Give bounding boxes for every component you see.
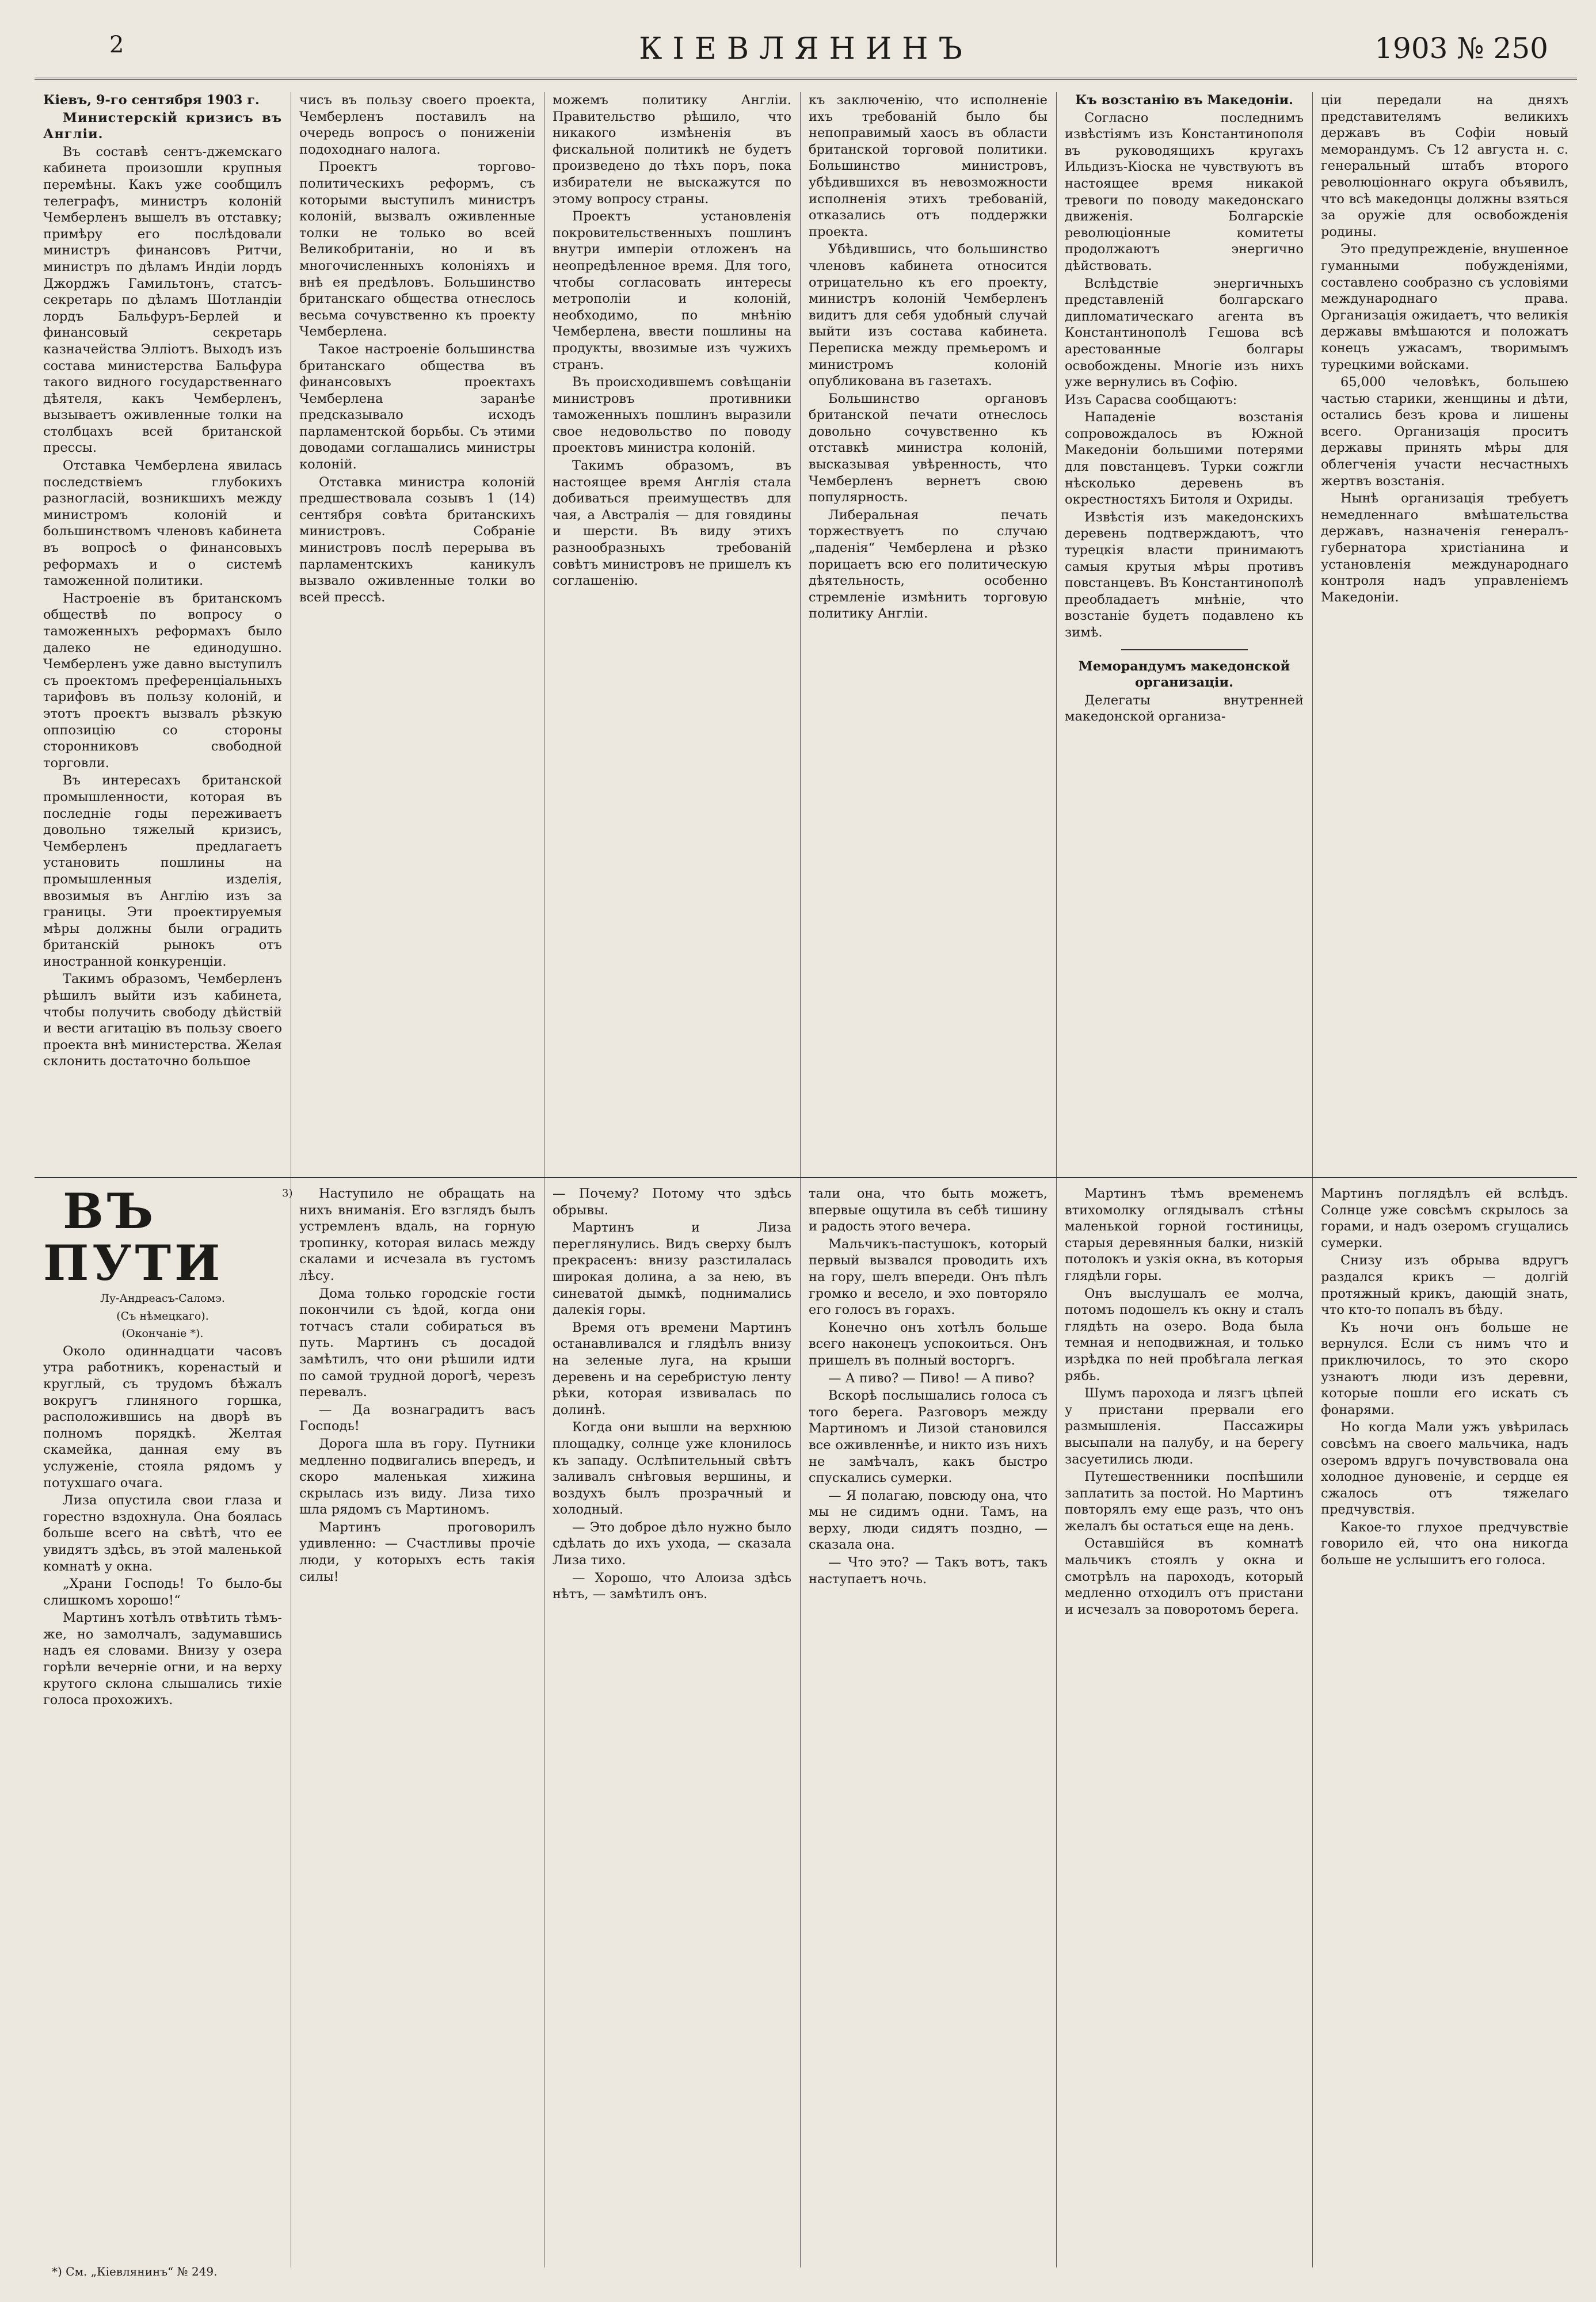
paragraph: Такое настроеніе большинства британскаго общества въ финансовыхъ проектахъ Чемберлена заранѣе предсказывало исходъ парламентской борьбы. Съ этими доводами соглашались министры колоній.: [299, 341, 535, 472]
paragraph: Онъ выслушалъ ее молча, потомъ подошелъ къ окну и сталъ глядѣть на озеро. Вода была темная и неподвижная, и только изрѣдка по ней пробѣгала легкая рябь.: [1065, 1286, 1304, 1384]
column-rule: [800, 92, 801, 2267]
column-6-upper: [1321, 92, 1568, 1168]
paragraph: Оставшійся въ комнатѣ мальчикъ стоялъ у окна и смотрѣлъ на пароходъ, который медленно отходилъ отъ пристани и исчезалъ за поворотомъ берега.: [1065, 1536, 1304, 1617]
paragraph: тали она, что быть можетъ, впервые ощутила въ себѣ тишину и радость этого вечера.: [809, 1186, 1048, 1234]
paragraph: Шумъ парохода и лязгъ цѣпей у пристани прервали его размышленія. Пассажиры высыпали на палубу, и на берегу засуетились люди.: [1065, 1386, 1304, 1467]
column-3-feuilleton: [553, 1186, 791, 2256]
headline-macedonia: Къ возстанію въ Македоніи.: [1075, 93, 1294, 108]
dispatch-line: Изъ Сарасва сообщаютъ:: [1065, 392, 1237, 407]
paragraph: Проектъ торгово-политическихъ реформъ, съ которыми выступилъ министръ колоній, вызвалъ оживленные толки не только во всей Великобританіи, но и въ многочисленныхъ колоніяхъ и внѣ ея предѣловъ. Большинство британскаго общества отнеслось весьма сочувственно къ проекту Чемберлена.: [299, 159, 535, 340]
paragraph: — А пиво? — Пиво! — А пиво?: [828, 1370, 1035, 1386]
paragraph: Дома только городскіе гости покончили съ ѣдой, когда они тотчасъ стали собираться въ путь. Мартинъ съ досадой замѣтилъ, что они рѣшили идти по самой трудной дорогѣ, черезъ перевалъ.: [299, 1286, 535, 1400]
paragraph: „Храни Господь! То было-бы слишкомъ хорошо!“: [43, 1576, 282, 1608]
paragraph: Согласно последнимъ извѣстіямъ изъ Константинополя въ руководящихъ кругахъ Ильдизъ-Кіоска не чувствуютъ въ настоящее время никакой тревоги по поводу македонскаго движенія. Болгарскіе революціонные комитеты продолжаютъ энергично дѣйствовать.: [1065, 110, 1304, 273]
paragraph: Наступило не обращать на нихъ вниманія. Его взглядъ былъ устремленъ вдаль, на горную тропинку, которая вилась между скалами и исчезала въ густомъ лѣсу.: [299, 1186, 535, 1283]
column-1-feuilleton: [43, 1186, 282, 2256]
paragraph: Лиза опустила свои глаза и горестно вздохнула. Она боялась больше всего на свѣтѣ, что ее увидятъ здѣсь, въ этой маленькой комнатѣ у окна.: [43, 1493, 282, 1574]
paragraph: — Это доброе дѣло нужно было сдѣлать до ихъ ухода, — сказала Лиза тихо.: [553, 1519, 791, 1568]
paragraph: Мартинъ проговорилъ удивленно: — Счастливы прочіе люди, у которыхъ есть такія силы!: [299, 1519, 535, 1584]
paragraph: — Да вознаградитъ васъ Господь!: [299, 1402, 535, 1434]
column-4-feuilleton: [809, 1186, 1048, 2256]
column-3-upper: [553, 92, 791, 1168]
column-5-upper: [1065, 92, 1304, 1168]
paragraph: Путешественники поспѣшили заплатить за постой. Но Мартинъ повторялъ ему еще разъ, что онъ желалъ бы остаться еще на день.: [1065, 1469, 1304, 1534]
column-1-upper: [43, 92, 282, 1168]
paragraph: Мартинъ тѣмъ временемъ втихомолку оглядывалъ стѣны маленькой горной гостиницы, старыя деревянныя балки, низкій потолокъ и узкія окна, въ которыя глядѣли горы.: [1065, 1186, 1304, 1283]
feuilleton-number: 3): [282, 1187, 293, 1199]
paragraph: Время отъ времени Мартинъ останавливался и глядѣлъ внизу на зеленые луга, на крыши деревень и на серебристую ленту рѣки, которая извивалась по долинѣ.: [553, 1320, 791, 1417]
header-rule: [35, 78, 1577, 80]
headline-memorandum: Меморандумъ македонской организаціи.: [1078, 658, 1290, 691]
paragraph: Когда они вышли на верхнюю площадку, солнце уже клонилось къ западу. Ослѣпительный свѣтъ заливалъ снѣговыя вершины, и воздухъ былъ прозрачный и холодный.: [553, 1420, 791, 1518]
paragraph: можемъ политику Англіи. Правительство рѣшило, что никакого измѣненія въ фискальной политикѣ не будетъ произведено до тѣхъ поръ, пока избиратели не выскажутся по этому вопросу страны.: [553, 93, 791, 207]
paragraph: Какое-то глухое предчувствіе говорило ей, что она никогда больше не услышитъ его голоса.: [1321, 1519, 1568, 1568]
paragraph: Въ интересахъ британской промышленности, которая въ последніе годы переживаетъ довольно тяжелый кризисъ, Чемберленъ предлагаетъ установить пошлины на промышленныя изделія, ввозимыя въ Англію изъ за границы. Эти проектируемыя мѣры должны были оградить британскій рынокъ отъ иностранной конкуренціи.: [43, 773, 282, 969]
paragraph: Мартинъ поглядѣлъ ей вслѣдъ. Солнце уже совсѣмъ скрылось за горами, и надъ озеромъ сгущались сумерки.: [1321, 1186, 1568, 1251]
paragraph: Настроеніе въ британскомъ обществѣ по вопросу о таможенныхъ реформахъ было далеко не единодушно. Чемберленъ уже давно выступилъ съ проектомъ преференціальныхъ тарифовъ въ пользу колоній, и этотъ проектъ вызвалъ рѣзкую оппозицію со стороны сторонниковъ свободной торговли.: [43, 590, 282, 771]
masthead: [35, 32, 1577, 78]
issue-number: 1903 № 250: [1374, 32, 1548, 65]
paragraph: Отставка Чемберлена явилась последствіемъ глубокихъ разногласій, возникшихъ между министромъ колоній и большинствомъ членовъ кабинета въ вопросѣ о финансовыхъ реформахъ и о системѣ таможенной политики.: [43, 458, 282, 589]
paragraph: Нынѣ организація требуетъ немедленнаго вмѣшательства державъ, назначенія генералъ-губернатора христіанина и установленія международнаго контроля надъ управленіемъ Македоніи.: [1321, 491, 1568, 605]
paragraph: Нападеніе возстанія сопровождалось въ Южной Македоніи большими потерями для повстанцевъ. Турки сожгли нѣсколько деревень въ окрестностяхъ Битоля и Охриды.: [1065, 410, 1304, 508]
paragraph: Такимъ образомъ, въ настоящее время Англія стала добиваться преимуществъ для чая, а Австралія — для говядины и шерсти. Въ виду этихъ разнообразныхъ требованій совѣтъ министровъ не пришелъ къ соглашенію.: [553, 458, 791, 589]
paragraph: Делегаты внутренней македонской организа-: [1065, 692, 1304, 725]
paragraph: Мальчикъ-пастушокъ, который первый вызвался проводить ихъ на гору, шелъ впереди. Онъ пѣлъ громко и весело, и эхо повторяло его голосъ въ горахъ.: [809, 1236, 1048, 1318]
paragraph: Такимъ образомъ, Чемберленъ рѣшилъ выйти изъ кабинета, чтобы получить свободу дѣйствій и вести агитацію въ пользу своего проекта внѣ министерства. Желая склонить достаточно большое: [43, 971, 282, 1069]
paragraph: Вскорѣ послышались голоса съ того берега. Разговоръ между Мартиномъ и Лизой становился все оживленнѣе, и никто изъ нихъ не замѣчалъ, какъ быстро спускались сумерки.: [809, 1388, 1048, 1486]
paragraph: Большинство органовъ британской печати отнеслось довольно сочувственно къ отставкѣ министра колоній, высказывая увѣренность, что Чемберленъ вернетъ свою популярность.: [809, 391, 1048, 505]
paragraph: Либеральная печать торжествуетъ по случаю „паденія“ Чемберлена и рѣзко порицаетъ всю его политическую дѣятельность, особенно стремленіе измѣнить торговую политику Англіи.: [809, 507, 1048, 622]
paragraph: Убѣдившись, что большинство членовъ кабинета относится отрицательно къ его проекту, министръ колоній Чемберленъ видитъ для себя удобный случай выйти изъ состава кабинета. Переписка между премьеромъ и министромъ колоній опубликована въ газетахъ.: [809, 242, 1048, 389]
paragraph: Около одиннадцати часовъ утра работникъ, коренастый и круглый, съ трудомъ бѣжалъ вокругъ глиняного горшка, расположившись на дворѣ въ полномъ порядкѣ. Желтая скамейка, данная ему въ услуженіе, стояла рядомъ у потухшаго очага.: [43, 1343, 282, 1491]
page-number: 2: [109, 32, 124, 58]
paragraph: Это предупрежденіе, внушенное гуманными побужденіями, составлено сообразно съ условіями международнаго права. Организація ожидаетъ, что великія державы вмѣшаются и положатъ конецъ ужасамъ, творимымъ турецкими войсками.: [1321, 242, 1568, 372]
paragraph: — Хорошо, что Алоиза здѣсь нѣтъ, — замѣтилъ онъ.: [553, 1570, 791, 1602]
column-2-upper: [299, 92, 535, 1168]
feuilleton-title: ВЪ ПУТИ: [43, 1186, 224, 1291]
paragraph: Мартинъ хотѣлъ отвѣтить тѣмъ-же, но замолчалъ, задумавшись надъ ея словами. Внизу у озера горѣли вечерніе огни, и на верху крутого склона слышались тихіе голоса прохожихъ.: [43, 1610, 282, 1708]
column-rule: [1312, 92, 1313, 2267]
paragraph: — Почему? Потому что здѣсь обрывы.: [553, 1186, 791, 1218]
column-6-feuilleton: [1321, 1186, 1568, 2256]
column-5-feuilleton: [1065, 1186, 1304, 2256]
headline-ministerial-crisis: Министерскій кризисъ въ Англіи.: [43, 110, 282, 142]
paragraph: къ заключенію, что исполненіе ихъ требованій было бы непоправимый хаосъ въ области британской торговой политики. Большинство министровъ, убѣдившихся въ невозможности исполненія этихъ требованій, отказались отъ поддержки проекта.: [809, 93, 1048, 239]
feuilleton-translation: (Съ нѣмецкаго).: [116, 1309, 209, 1322]
paragraph: Отставка министра колоній предшествовала созывъ 1 (14) сентября совѣта британскихъ министровъ. Собраніе министровъ послѣ перерыва въ парламентскихъ каникулъ вызвало оживленные толки во всей прессѣ.: [299, 474, 535, 605]
paragraph: Къ ночи онъ больше не вернулся. Если съ нимъ что и приключилось, то это скоро узнаютъ люди изъ деревни, которые пошли его искать съ фонарями.: [1321, 1320, 1568, 1417]
paragraph: Но когда Мали ужъ увѣрилась совсѣмъ на своего мальчика, надъ озеромъ вдругъ почувствовала она холодное дуновеніе, и сердце ея сжалось отъ тяжелаго предчувствія.: [1321, 1420, 1568, 1518]
footnote: *) См. „Кіевлянинъ“ № 249.: [52, 2265, 218, 2278]
paragraph: чисъ въ пользу своего проекта, Чемберленъ поставилъ на очередь вопросъ о пониженіи подоходнаго налога.: [299, 93, 535, 157]
paragraph: Мартинъ и Лиза переглянулись. Видъ сверху былъ прекрасенъ: внизу разстилалась широкая долина, а за нею, въ синеватой дымкѣ, поднимались далекія горы.: [553, 1220, 791, 1318]
paragraph: Извѣстія изъ македонскихъ деревень подтверждаютъ, что турецкія власти принимаютъ самыя крутыя мѣры противъ повстанцевъ. Въ Константинополѣ преобладаетъ мнѣніе, что возстаніе будетъ подавлено къ зимѣ.: [1065, 509, 1304, 640]
feuilleton-continuation: (Окончаніе *).: [121, 1327, 204, 1340]
paragraph: Снизу изъ обрыва вдругъ раздался крикъ — долгій протяжный крикъ, дающій знать, что кто-то попалъ въ бѣду.: [1321, 1253, 1568, 1318]
paragraph: — Я полагаю, повсюду она, что мы не сидимъ одни. Тамъ, на верху, люди сидятъ поздно, — сказала она.: [809, 1488, 1048, 1553]
paragraph: Конечно онъ хотѣлъ больше всего наконецъ успокоиться. Онъ пришелъ въ полный восторгъ.: [809, 1320, 1048, 1368]
column-rule: [1056, 92, 1057, 2267]
feuilleton-rule: [35, 1177, 1577, 1178]
paragraph: Дорога шла въ гору. Путники медленно подвигались впередъ, и скоро маленькая хижина скрылась изъ виду. Лиза тихо шла рядомъ съ Мартиномъ.: [299, 1436, 535, 1518]
paragraph: — Что это? — Такъ вотъ, такъ наступаетъ ночь.: [809, 1555, 1048, 1587]
paragraph: Въ происходившемъ совѣщаніи министровъ противники таможенныхъ пошлинъ выразили свое недовольство по поводу проектовъ министра колоній.: [553, 375, 791, 456]
column-4-upper: [809, 92, 1048, 1168]
newspaper-title: КІЕВЛЯНИНЪ: [639, 32, 973, 66]
feuilleton-author: Лу-Андреасъ-Саломэ.: [100, 1292, 225, 1305]
paragraph: 65,000 человѣкъ, большею частью старики, женщины и дѣти, остались безъ крова и лишены всего. Организація проситъ державы принять мѣры для облегченія участи несчастныхъ жертвъ возстанія.: [1321, 375, 1568, 489]
column-2-feuilleton: [299, 1186, 535, 2256]
paragraph: Вслѣдствіе энергичныхъ представленій болгарскаго дипломатическаго агента въ Константинополѣ Гешова всѣ арестованные болгары освобождены. Многіе изъ нихъ уже вернулись въ Софію.: [1065, 276, 1304, 390]
section-rule: [1121, 649, 1248, 650]
paragraph: ціи передали на дняхъ представителямъ великихъ державъ въ Софіи новый меморандумъ. Съ 12 августа н. с. генеральный штабъ второго революціоннаго округа объявилъ, что всѣ македонцы должны взяться за оружіе для освобожденія родины.: [1321, 93, 1568, 239]
paragraph: Проектъ установленія покровительственныхъ пошлинъ внутри имперіи отложенъ на неопредѣленное время. Для того, чтобы согласовать интересы метрополіи и колоній, необходимо, по мнѣнію Чемберлена, ввести пошлины на продукты, ввозимые изъ чужихъ странъ.: [553, 209, 791, 372]
dateline: Кіевъ, 9-го сентября 1903 г.: [43, 93, 260, 108]
paragraph: Въ составѣ сентъ-джемскаго кабинета произошли крупныя перемѣны. Какъ уже сообщилъ телеграфъ, министръ колоній Чемберленъ вышелъ въ отставку; примѣру его послѣдовали министръ финансовъ Ритчи, министръ по дѣламъ Индіи лордъ Джорджъ Гамильтонъ, статсъ-секретарь по дѣламъ Шотландіи лордъ Бальфуръ-Берлей и финансовый секретарь казначейства Эллiотъ. Выходъ изъ состава министерства Бальфура такого видного государственнаго дѣятеля, какъ Чемберленъ, вызываетъ оживленные толки на столбцахъ всей британской прессы.: [43, 144, 282, 456]
